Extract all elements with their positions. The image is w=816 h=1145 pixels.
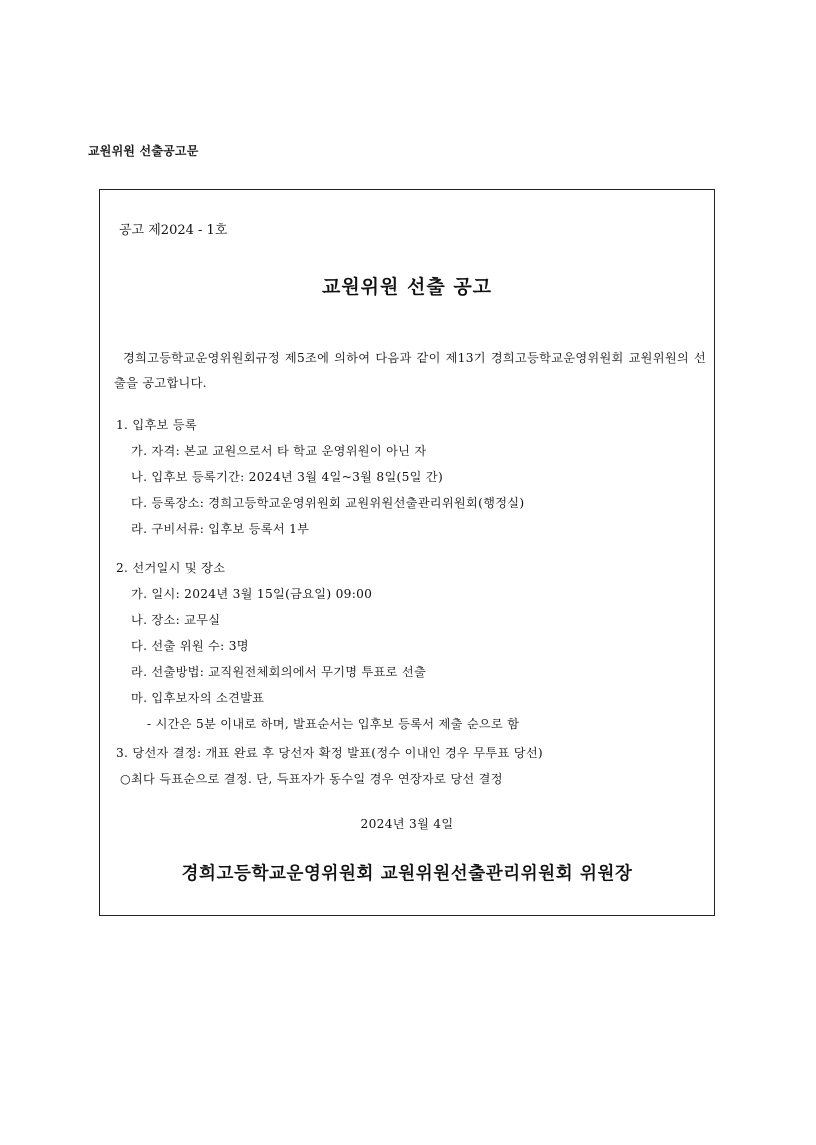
list-item: 가. 일시: 2024년 3월 15일(금요일) 09:00 [131, 587, 373, 601]
section-title: 1. 입후보 등록 [116, 418, 197, 432]
section-registration [114, 412, 706, 542]
document-heading: 교원위원 선출공고문 [88, 144, 199, 158]
list-item: 다. 등록장소: 경희고등학교운영위원회 교원위원선출관리위원회(행정실) [131, 496, 525, 510]
list-item: 라. 선출방법: 교직원전체회의에서 무기명 투표로 선출 [131, 665, 427, 679]
list-item: 가. 자격: 본교 교원으로서 타 학교 운영위원이 아닌 자 [131, 444, 427, 458]
list-item: 다. 선출 위원 수: 3명 [131, 639, 249, 653]
notice-number: 공고 제2024 - 1호 [119, 223, 228, 238]
section-election-schedule [114, 555, 706, 737]
list-subitem: - 시간은 5분 이내로 하며, 발표순서는 입후보 등록서 제출 순으로 함 [147, 717, 520, 731]
list-item: 나. 장소: 교무실 [131, 613, 221, 627]
list-item: 마. 입후보자의 소견발표 [131, 691, 265, 705]
section-title: 3. 당선자 결정: 개표 완료 후 당선자 확정 발표(정수 이내인 경우 무투표 당선) [116, 746, 543, 760]
notice-intro: 경희고등학교운영위원회규정 제5조에 의하여 다음과 같이 제13기 경희고등학교운영위원회 교원위원의 선출을 공고합니다. [114, 351, 706, 390]
list-item: 라. 구비서류: 입후보 등록서 1부 [131, 522, 310, 536]
notice-title: 교원위원 선출 공고 [321, 276, 493, 298]
list-item: 나. 입후보 등록기간: 2024년 3월 4일~3월 8일(5일 간) [131, 470, 444, 484]
section-title: 2. 선거일시 및 장소 [116, 561, 226, 575]
section-note: ○최다 득표순으로 결정. 단, 득표자가 동수일 경우 연장자로 당선 결정 [120, 772, 503, 786]
section-winner-decision [114, 740, 706, 792]
notice-date: 2024년 3월 4일 [360, 817, 454, 831]
notice-signature: 경희고등학교운영위원회 교원위원선출관리위원회 위원장 [181, 864, 633, 884]
notice-box [99, 189, 715, 916]
